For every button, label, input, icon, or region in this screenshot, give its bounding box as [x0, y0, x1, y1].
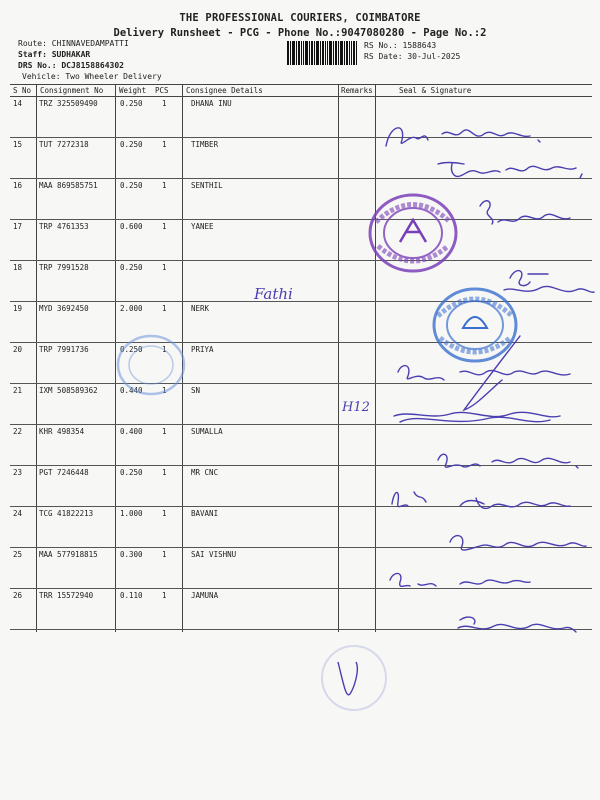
row-consignee: TIMBER	[191, 140, 219, 149]
row-consignee: YANEE	[191, 222, 214, 231]
row-weight: 0.250	[120, 263, 143, 272]
row-sno: 15	[13, 140, 23, 149]
row-sno: 24	[13, 509, 23, 518]
col-consignee: Consignee Details	[186, 86, 263, 95]
row-weight: 0.250	[120, 181, 143, 190]
row-pcs: 1	[162, 468, 167, 477]
row-weight: 0.440	[120, 386, 143, 395]
barcode-icon	[287, 41, 357, 65]
company-title: THE PROFESSIONAL COURIERS, COIMBATORE	[179, 12, 421, 24]
vehicle-label: Vehicle: Two Wheeler Delivery	[22, 72, 162, 81]
route-label: Route: CHINNAVEDAMPATTI	[18, 39, 129, 48]
row-sno: 23	[13, 468, 23, 477]
row-consignment: IXM 508589362	[39, 386, 98, 395]
rs-date: RS Date: 30-Jul-2025	[364, 52, 461, 61]
row-pcs: 1	[162, 140, 167, 149]
col-sno: S No	[13, 86, 32, 95]
faint-seal-icon	[114, 333, 188, 397]
signature-scribbles-icon	[380, 110, 595, 650]
row-consignment: MYD 3692450	[39, 304, 89, 313]
row-pcs: 1	[162, 304, 167, 313]
col-weight: Weight	[119, 86, 147, 95]
row-consignee: DHANA INU	[191, 99, 232, 108]
row-consignee: SN	[191, 386, 201, 395]
row-sno: 14	[13, 99, 23, 108]
col-seal: Seal & Signature	[399, 86, 472, 95]
row-consignment: TCG 41822213	[39, 509, 94, 518]
rs-number: RS No.: 1588643	[364, 41, 437, 50]
col-remarks: Remarks	[341, 86, 373, 95]
row-weight: 1.000	[120, 509, 143, 518]
row-consignment: TRP 4761353	[39, 222, 89, 231]
faint-mark-icon	[316, 640, 392, 716]
row-consignment: MAA 577918815	[39, 550, 98, 559]
row-consignment: KHR 498354	[39, 427, 85, 436]
row-sno: 16	[13, 181, 23, 190]
row-pcs: 1	[162, 550, 167, 559]
row-weight: 0.250	[120, 468, 143, 477]
row-pcs: 1	[162, 181, 167, 190]
row-pcs: 1	[162, 427, 167, 436]
row-consignment: PGT 7246448	[39, 468, 89, 477]
row-consignment: TRR 15572940	[39, 591, 94, 600]
row-sno: 26	[13, 591, 23, 600]
row-pcs: 1	[162, 345, 167, 354]
row-weight: 0.250	[120, 99, 143, 108]
row-consignment: TRP 7991736	[39, 345, 89, 354]
runsheet-subtitle: Delivery Runsheet - PCG - Phone No.:9047080280 - Page No.:2	[113, 27, 487, 39]
row-consignee: SENTHIL	[191, 181, 223, 190]
row-pcs: 1	[162, 509, 167, 518]
row-consignee: JAMUNA	[191, 591, 219, 600]
row-pcs: 1	[162, 591, 167, 600]
row-consignment: TRZ 325509490	[39, 99, 98, 108]
row-consignee: NERK	[191, 304, 210, 313]
row-weight: 2.000	[120, 304, 143, 313]
row-consignee: MR CNC	[191, 468, 219, 477]
row-sno: 20	[13, 345, 23, 354]
row-consignee: PRIYA	[191, 345, 214, 354]
row-sno: 25	[13, 550, 23, 559]
remark-handwritten: H12	[342, 400, 370, 415]
row-consignment: TRP 7991528	[39, 263, 89, 272]
row-sno: 17	[13, 222, 23, 231]
row-weight: 0.110	[120, 591, 143, 600]
row-pcs: 1	[162, 99, 167, 108]
row-consignment: MAA 869585751	[39, 181, 98, 190]
row-pcs: 1	[162, 263, 167, 272]
row-weight: 0.250	[120, 140, 143, 149]
col-pcs: PCS	[155, 86, 169, 95]
row-weight: 0.400	[120, 427, 143, 436]
row-consignee: BAVANI	[191, 509, 219, 518]
row-weight: 0.250	[120, 345, 143, 354]
row-consignee: SAI VISHNU	[191, 550, 237, 559]
row-weight: 0.300	[120, 550, 143, 559]
row-sno: 19	[13, 304, 23, 313]
handwritten-note: Fathi	[254, 285, 293, 303]
row-sno: 21	[13, 386, 23, 395]
row-sno: 22	[13, 427, 23, 436]
row-weight: 0.600	[120, 222, 143, 231]
row-pcs: 1	[162, 222, 167, 231]
table-top-rule	[10, 84, 592, 85]
staff-label: Staff: SUDHAKAR	[18, 50, 91, 59]
col-consignment: Consignment No	[40, 86, 104, 95]
row-pcs: 1	[162, 386, 167, 395]
drs-label: DRS No.: DCJ8158864302	[18, 61, 124, 70]
row-consignee: SUMALLA	[191, 427, 223, 436]
row-consignment: TUT 7272318	[39, 140, 89, 149]
row-sno: 18	[13, 263, 23, 272]
